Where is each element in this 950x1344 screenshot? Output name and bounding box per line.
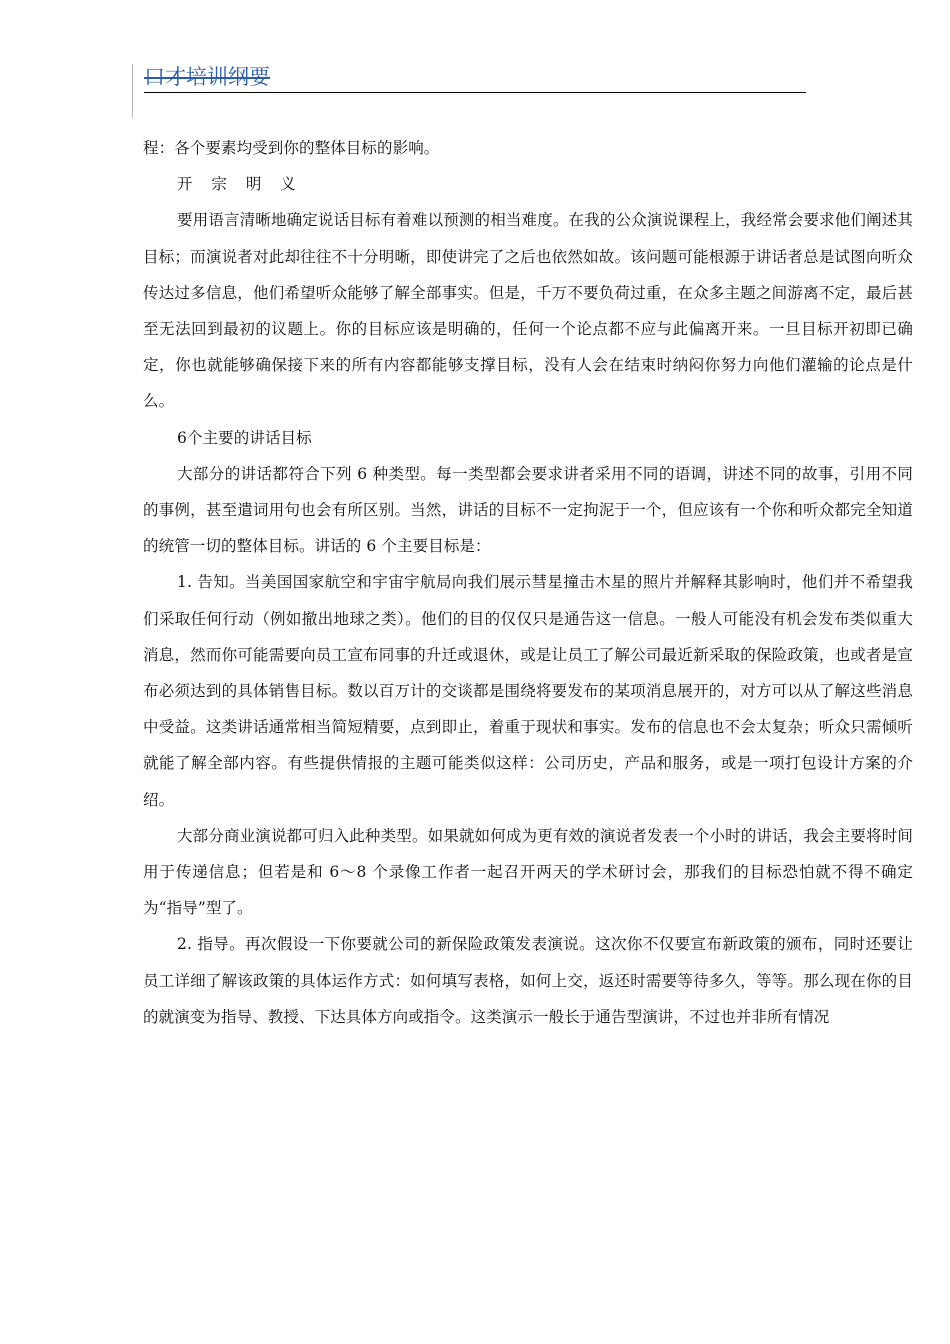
header-margin-mark — [132, 64, 133, 118]
section-heading: 开 宗 明 义 — [177, 175, 303, 194]
document-body — [143, 130, 913, 1035]
paragraph: 大部分商业演说都可归入此种类型。如果就如何成为更有效的演说者发表一个小时的讲话，我会主要将时间用于传递信息；但若是和 6～8 个录像工作者一起召开两天的学术研讨会，那我们的目标恐怕就不得不确定为“指导”型了。 — [143, 826, 913, 918]
list-item-paragraph: 2. 指导。再次假设一下你要就公司的新保险政策发表演说。这次你不仅要宣布新政策的颁布，同时还要让员工详细了解该政策的具体运作方式：如何填写表格，如何上交，返还时需要等待多久，等等。那么现在你的目的就演变为指导、教授、下达具体方向或指令。这类演示一般长于通告型演讲，不过也并非所有情况 — [143, 935, 913, 1026]
page-header — [144, 62, 806, 93]
paragraph: 大部分的讲话都符合下列 6 种类型。每一类型都会要求讲者采用不同的语调，讲述不同的故事，引用不同的事例，甚至遣词用句也会有所区别。当然，讲话的目标不一定拘泥于一个，但应该有一个你和听众都完全知道的统管一切的整体目标。讲话的 6 个主要目标是： — [143, 464, 913, 556]
paragraph-continuation: 程：各个要素均受到你的整体目标的影响。 — [143, 139, 440, 157]
header-title: 口才培训纲要 — [144, 65, 270, 89]
paragraph: 要用语言清晰地确定说话目标有着难以预测的相当难度。在我的公众演说课程上，我经常会要求他们阐述其目标；而演说者对此却往往不十分明晰，即使讲完了之后也依然如故。该问题可能根源于讲话者总是试图向听众传达过多信息，他们希望听众能够了解全部事实。但是，千万不要负荷过重，在众多主题之间游离不定，最后甚至无法回到最初的议题上。你的目标应该是明确的，任何一个论点都不应与此偏离开来。一旦目标开初即已确定，你也就能够确保接下来的所有内容都能够支撑目标，没有人会在结束时纳闷你努力向他们灌输的论点是什么。 — [143, 211, 913, 411]
section-heading: 6个主要的讲话目标 — [177, 428, 312, 447]
list-item-paragraph: 1. 告知。当美国国家航空和宇宙宇航局向我们展示彗星撞击木星的照片并解释其影响时，他们并不希望我们采取任何行动（例如撤出地球之类）。他们的目的仅仅只是通告这一信息。一般人可能没有机会发布类似重大消息，然而你可能需要向员工宣布同事的升迁或退休，或是让员工了解公司最近新采取的保险政策，也或者是宣布必须达到的具体销售目标。数以百万计的交谈都是围绕将要发布的某项消息展开的，对方可以从了解这些消息中受益。这类讲话通常相当简短精要，点到即止，着重于现状和事实。发布的信息也不会太复杂；听众只需倾听就能了解全部内容。有些提供情报的主题可能类似这样：公司历史，产品和服务，或是一项打包设计方案的介绍。 — [143, 573, 913, 809]
